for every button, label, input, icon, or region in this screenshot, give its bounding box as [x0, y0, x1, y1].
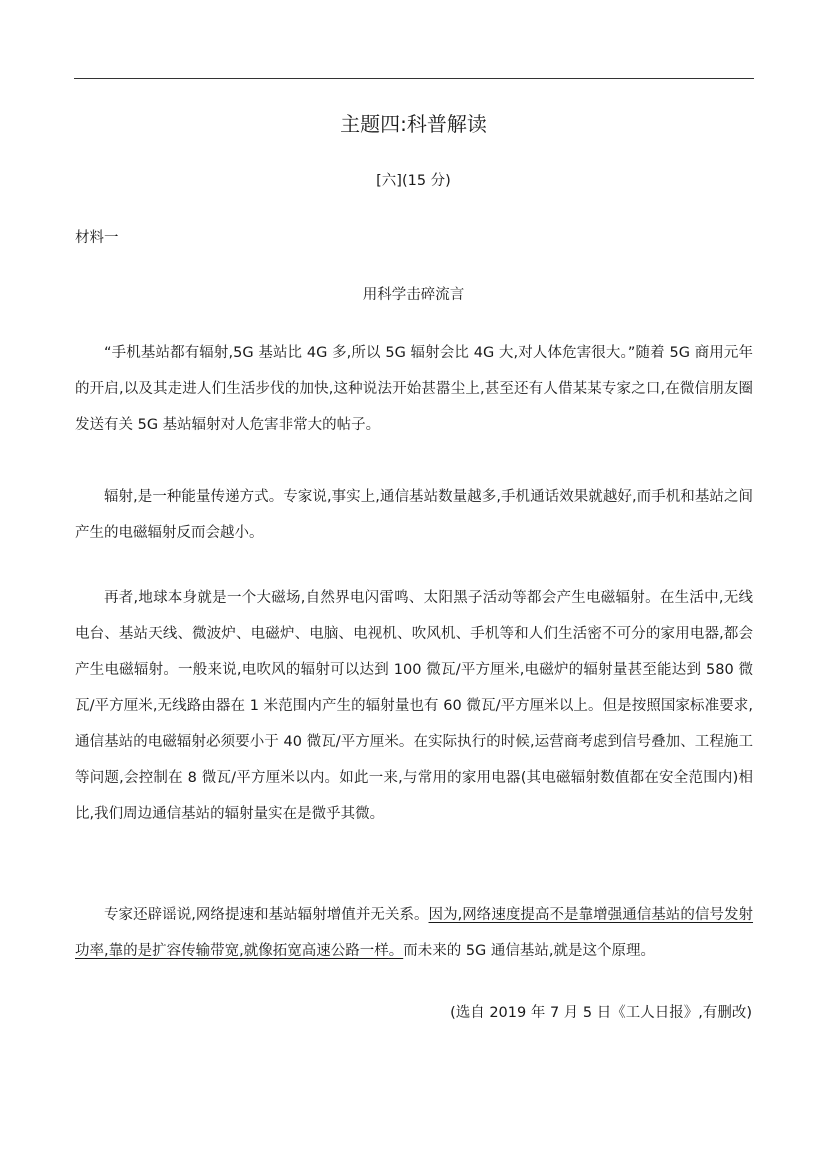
material-label: 材料一: [75, 230, 119, 246]
article-title: 用科学击碎流言: [362, 287, 465, 303]
section-title: 主题四:科普解读: [340, 112, 487, 136]
underlined-sentence: 因为,网络速度提高不是靠增强通信基站的信号发射功率,靠的是扩容传输带宽,就像拓宽高速公路一样。: [75, 907, 754, 959]
header-rule: [74, 78, 754, 79]
paragraph-1: “手机基站都有辐射,5G 基站比 4G 多,所以 5G 辐射会比 4G 大,对人体危害很大。”随着 5G 商用元年的开启,以及其走进人们生活步伐的加快,这种说法开始甚嚣尘上,甚至还有人借某某专家之口,在微信朋友圈发送有关 5G 基站辐射对人危害非常大的帖子。: [75, 345, 753, 433]
paragraph-4-end: 而未来的 5G 通信基站,就是这个原理。: [403, 943, 656, 959]
source-citation: (选自 2019 年 7 月 5 日《工人日报》,有删改): [450, 1005, 752, 1021]
paragraph-3: 再者,地球本身就是一个大磁场,自然界电闪雷鸣、太阳黑子活动等都会产生电磁辐射。在生活中,无线电台、基站天线、微波炉、电磁炉、电脑、电视机、吹风机、手机等和人们生活密不可分的家用电器,都会产生电磁辐射。一般来说,电吹风的辐射可以达到 100 微瓦/平方厘米,电磁炉的辐射量甚至能达到 580 微瓦/平方厘米,无线路由器在 1 米范围内产生的辐射量也有 60 微瓦/平方厘米以上。但是按照国家标准要求,通信基站的电磁辐射必须要小于 40 微瓦/平方厘米。在实际执行的时候,运营商考虑到信号叠加、工程施工等问题,会控制在 8 微瓦/平方厘米以内。如此一来,与常用的家用电器(其电磁辐射数值都在安全范围内)相比,我们周边通信基站的辐射量实在是微乎其微。: [75, 590, 753, 822]
paragraph-4-start: 专家还辟谣说,网络提速和基站辐射增值并无关系。: [104, 907, 429, 923]
paragraph-2: 辐射,是一种能量传递方式。专家说,事实上,通信基站数量越多,手机通话效果就越好,而手机和基站之间产生的电磁辐射反而会越小。: [75, 489, 753, 541]
question-score: [六](15 分): [376, 173, 451, 189]
paragraph-4: [75, 897, 753, 969]
